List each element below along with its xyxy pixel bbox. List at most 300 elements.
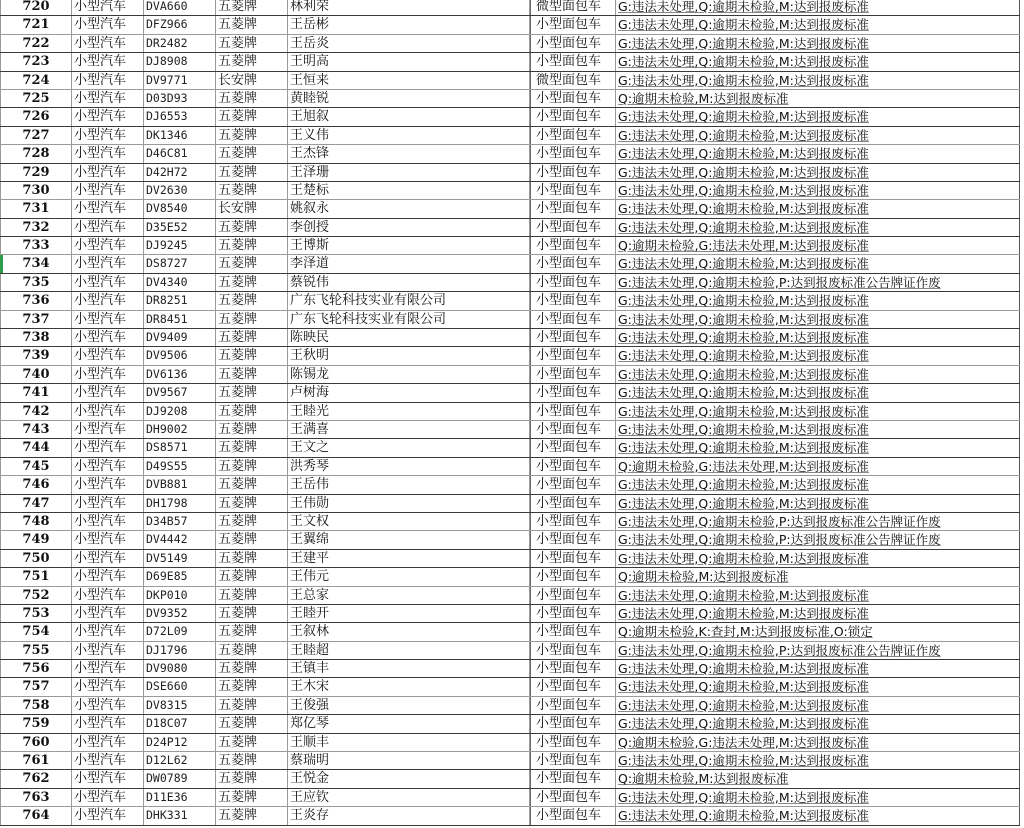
vehicle-type-cell[interactable]: 小型汽车 bbox=[72, 734, 144, 751]
table-row[interactable] bbox=[0, 789, 1020, 807]
brand-cell[interactable]: 五菱牌 bbox=[216, 274, 288, 291]
plate-number-cell[interactable]: DV9409 bbox=[144, 329, 216, 346]
body-type-cell[interactable]: 小型面包车 bbox=[530, 495, 616, 512]
row-number-cell[interactable]: 762 bbox=[0, 770, 72, 787]
row-number-cell[interactable]: 730 bbox=[0, 182, 72, 199]
vehicle-type-cell[interactable]: 小型汽车 bbox=[72, 458, 144, 475]
vehicle-type-cell[interactable]: 小型汽车 bbox=[72, 531, 144, 548]
body-type-cell[interactable]: 小型面包车 bbox=[530, 734, 616, 751]
row-number-cell[interactable]: 731 bbox=[0, 200, 72, 217]
status-cell[interactable] bbox=[616, 715, 1020, 732]
owner-cell[interactable]: 广东飞轮科技实业有限公司 bbox=[288, 311, 530, 328]
row-number-cell[interactable]: 742 bbox=[0, 403, 72, 420]
brand-cell[interactable]: 五菱牌 bbox=[216, 311, 288, 328]
table-row[interactable] bbox=[0, 145, 1020, 163]
owner-cell[interactable]: 王旭叙 bbox=[288, 108, 530, 125]
row-number-cell[interactable]: 738 bbox=[0, 329, 72, 346]
vehicle-type-cell[interactable]: 小型汽车 bbox=[72, 476, 144, 493]
owner-cell[interactable]: 王叙林 bbox=[288, 623, 530, 640]
owner-cell[interactable]: 黄睦锐 bbox=[288, 90, 530, 107]
plate-number-cell[interactable]: D03D93 bbox=[144, 90, 216, 107]
row-number-cell[interactable]: 728 bbox=[0, 145, 72, 162]
owner-cell[interactable]: 王博斯 bbox=[288, 237, 530, 254]
owner-cell[interactable]: 蔡锐伟 bbox=[288, 274, 530, 291]
plate-number-cell[interactable]: DKP010 bbox=[144, 587, 216, 604]
brand-cell[interactable]: 五菱牌 bbox=[216, 678, 288, 695]
plate-number-cell[interactable]: DV9771 bbox=[144, 72, 216, 89]
vehicle-type-cell[interactable]: 小型汽车 bbox=[72, 164, 144, 181]
body-type-cell[interactable]: 小型面包车 bbox=[530, 311, 616, 328]
row-number-cell[interactable]: 725 bbox=[0, 90, 72, 107]
brand-cell[interactable]: 五菱牌 bbox=[216, 807, 288, 824]
brand-cell[interactable]: 五菱牌 bbox=[216, 237, 288, 254]
table-row[interactable] bbox=[0, 568, 1020, 586]
body-type-cell[interactable]: 小型面包车 bbox=[530, 200, 616, 217]
brand-cell[interactable]: 五菱牌 bbox=[216, 403, 288, 420]
brand-cell[interactable]: 五菱牌 bbox=[216, 127, 288, 144]
owner-cell[interactable]: 李创授 bbox=[288, 219, 530, 236]
vehicle-type-cell[interactable]: 小型汽车 bbox=[72, 807, 144, 824]
table-row[interactable] bbox=[0, 734, 1020, 752]
brand-cell[interactable]: 五菱牌 bbox=[216, 476, 288, 493]
status-cell[interactable] bbox=[616, 568, 1020, 585]
brand-cell[interactable]: 长安牌 bbox=[216, 72, 288, 89]
row-number-cell[interactable]: 753 bbox=[0, 605, 72, 622]
row-number-cell[interactable]: 722 bbox=[0, 35, 72, 52]
body-type-cell[interactable]: 小型面包车 bbox=[530, 108, 616, 125]
owner-cell[interactable]: 王楚标 bbox=[288, 182, 530, 199]
owner-cell[interactable]: 王翼绵 bbox=[288, 531, 530, 548]
brand-cell[interactable]: 五菱牌 bbox=[216, 734, 288, 751]
owner-cell[interactable]: 王满喜 bbox=[288, 421, 530, 438]
table-row[interactable] bbox=[0, 72, 1020, 90]
brand-cell[interactable]: 五菱牌 bbox=[216, 660, 288, 677]
brand-cell[interactable]: 五菱牌 bbox=[216, 623, 288, 640]
vehicle-type-cell[interactable]: 小型汽车 bbox=[72, 421, 144, 438]
vehicle-type-cell[interactable]: 小型汽车 bbox=[72, 550, 144, 567]
row-number-cell[interactable]: 752 bbox=[0, 587, 72, 604]
vehicle-type-cell[interactable]: 小型汽车 bbox=[72, 642, 144, 659]
row-number-cell[interactable]: 727 bbox=[0, 127, 72, 144]
status-cell[interactable] bbox=[616, 145, 1020, 162]
plate-number-cell[interactable]: DV5149 bbox=[144, 550, 216, 567]
plate-number-cell[interactable]: DFZ966 bbox=[144, 16, 216, 33]
body-type-cell[interactable]: 小型面包车 bbox=[530, 770, 616, 787]
table-row[interactable] bbox=[0, 642, 1020, 660]
plate-number-cell[interactable]: DV8540 bbox=[144, 200, 216, 217]
table-row[interactable] bbox=[0, 108, 1020, 126]
row-number-cell[interactable]: 740 bbox=[0, 366, 72, 383]
status-cell[interactable] bbox=[616, 789, 1020, 806]
body-type-cell[interactable]: 小型面包车 bbox=[530, 807, 616, 824]
plate-number-cell[interactable]: DV9567 bbox=[144, 384, 216, 401]
brand-cell[interactable]: 五菱牌 bbox=[216, 90, 288, 107]
vehicle-type-cell[interactable]: 小型汽车 bbox=[72, 789, 144, 806]
plate-number-cell[interactable]: D42H72 bbox=[144, 164, 216, 181]
status-cell[interactable] bbox=[616, 329, 1020, 346]
brand-cell[interactable]: 五菱牌 bbox=[216, 587, 288, 604]
body-type-cell[interactable]: 小型面包车 bbox=[530, 164, 616, 181]
plate-number-cell[interactable]: D49S55 bbox=[144, 458, 216, 475]
vehicle-type-cell[interactable]: 小型汽车 bbox=[72, 72, 144, 89]
body-type-cell[interactable]: 小型面包车 bbox=[530, 789, 616, 806]
vehicle-type-cell[interactable]: 小型汽车 bbox=[72, 587, 144, 604]
vehicle-type-cell[interactable]: 小型汽车 bbox=[72, 770, 144, 787]
body-type-cell[interactable]: 小型面包车 bbox=[530, 605, 616, 622]
plate-number-cell[interactable]: D69E85 bbox=[144, 568, 216, 585]
table-row[interactable] bbox=[0, 16, 1020, 34]
owner-cell[interactable]: 王文之 bbox=[288, 439, 530, 456]
brand-cell[interactable]: 五菱牌 bbox=[216, 605, 288, 622]
vehicle-type-cell[interactable]: 小型汽车 bbox=[72, 513, 144, 530]
body-type-cell[interactable]: 小型面包车 bbox=[530, 219, 616, 236]
row-number-cell[interactable]: 763 bbox=[0, 789, 72, 806]
table-row[interactable] bbox=[0, 384, 1020, 402]
owner-cell[interactable]: 王杰锋 bbox=[288, 145, 530, 162]
plate-number-cell[interactable]: DH1798 bbox=[144, 495, 216, 512]
body-type-cell[interactable]: 小型面包车 bbox=[530, 16, 616, 33]
body-type-cell[interactable]: 小型面包车 bbox=[530, 292, 616, 309]
owner-cell[interactable]: 王应钦 bbox=[288, 789, 530, 806]
brand-cell[interactable]: 五菱牌 bbox=[216, 108, 288, 125]
brand-cell[interactable]: 五菱牌 bbox=[216, 53, 288, 70]
table-row[interactable] bbox=[0, 605, 1020, 623]
row-number-cell[interactable]: 739 bbox=[0, 347, 72, 364]
status-cell[interactable] bbox=[616, 807, 1020, 824]
table-row[interactable] bbox=[0, 347, 1020, 365]
plate-number-cell[interactable]: DV6136 bbox=[144, 366, 216, 383]
vehicle-type-cell[interactable]: 小型汽车 bbox=[72, 274, 144, 291]
plate-number-cell[interactable]: D18C07 bbox=[144, 715, 216, 732]
plate-number-cell[interactable]: DV9506 bbox=[144, 347, 216, 364]
plate-number-cell[interactable]: D24P12 bbox=[144, 734, 216, 751]
brand-cell[interactable]: 五菱牌 bbox=[216, 770, 288, 787]
plate-number-cell[interactable]: D12L62 bbox=[144, 752, 216, 769]
status-cell[interactable] bbox=[616, 274, 1020, 291]
body-type-cell[interactable]: 微型面包车 bbox=[530, 0, 616, 15]
status-cell[interactable] bbox=[616, 458, 1020, 475]
table-row[interactable] bbox=[0, 476, 1020, 494]
owner-cell[interactable]: 王俊强 bbox=[288, 697, 530, 714]
plate-number-cell[interactable]: DR8251 bbox=[144, 292, 216, 309]
vehicle-type-cell[interactable]: 小型汽车 bbox=[72, 311, 144, 328]
plate-number-cell[interactable]: DV9352 bbox=[144, 605, 216, 622]
table-row[interactable] bbox=[0, 219, 1020, 237]
plate-number-cell[interactable]: DV8315 bbox=[144, 697, 216, 714]
plate-number-cell[interactable]: D34B57 bbox=[144, 513, 216, 530]
body-type-cell[interactable]: 小型面包车 bbox=[530, 127, 616, 144]
status-cell[interactable] bbox=[616, 200, 1020, 217]
brand-cell[interactable]: 五菱牌 bbox=[216, 513, 288, 530]
table-row[interactable] bbox=[0, 439, 1020, 457]
table-row[interactable] bbox=[0, 550, 1020, 568]
owner-cell[interactable]: 卢树海 bbox=[288, 384, 530, 401]
row-number-cell[interactable]: 726 bbox=[0, 108, 72, 125]
table-row[interactable] bbox=[0, 274, 1020, 292]
brand-cell[interactable]: 五菱牌 bbox=[216, 550, 288, 567]
table-row[interactable] bbox=[0, 237, 1020, 255]
status-cell[interactable] bbox=[616, 439, 1020, 456]
owner-cell[interactable]: 陈映民 bbox=[288, 329, 530, 346]
row-number-cell[interactable]: 757 bbox=[0, 678, 72, 695]
plate-number-cell[interactable]: DV2630 bbox=[144, 182, 216, 199]
owner-cell[interactable]: 王木宋 bbox=[288, 678, 530, 695]
status-cell[interactable] bbox=[616, 697, 1020, 714]
row-number-cell[interactable]: 720 bbox=[0, 0, 72, 15]
vehicle-type-cell[interactable]: 小型汽车 bbox=[72, 200, 144, 217]
status-cell[interactable] bbox=[616, 127, 1020, 144]
vehicle-type-cell[interactable]: 小型汽车 bbox=[72, 219, 144, 236]
row-number-cell[interactable]: 750 bbox=[0, 550, 72, 567]
table-row[interactable] bbox=[0, 90, 1020, 108]
vehicle-type-cell[interactable]: 小型汽车 bbox=[72, 697, 144, 714]
brand-cell[interactable]: 五菱牌 bbox=[216, 531, 288, 548]
plate-number-cell[interactable]: DSE660 bbox=[144, 678, 216, 695]
brand-cell[interactable]: 五菱牌 bbox=[216, 752, 288, 769]
body-type-cell[interactable]: 小型面包车 bbox=[530, 384, 616, 401]
table-row[interactable] bbox=[0, 697, 1020, 715]
body-type-cell[interactable]: 小型面包车 bbox=[530, 366, 616, 383]
table-row[interactable] bbox=[0, 752, 1020, 770]
body-type-cell[interactable]: 小型面包车 bbox=[530, 35, 616, 52]
row-number-cell[interactable]: 721 bbox=[0, 16, 72, 33]
table-row[interactable] bbox=[0, 53, 1020, 71]
vehicle-type-cell[interactable]: 小型汽车 bbox=[72, 16, 144, 33]
body-type-cell[interactable]: 小型面包车 bbox=[530, 587, 616, 604]
owner-cell[interactable]: 王睦超 bbox=[288, 642, 530, 659]
vehicle-type-cell[interactable]: 小型汽车 bbox=[72, 403, 144, 420]
body-type-cell[interactable]: 小型面包车 bbox=[530, 53, 616, 70]
status-cell[interactable] bbox=[616, 311, 1020, 328]
status-cell[interactable] bbox=[616, 734, 1020, 751]
body-type-cell[interactable]: 小型面包车 bbox=[530, 145, 616, 162]
owner-cell[interactable]: 王伟元 bbox=[288, 568, 530, 585]
row-number-cell[interactable]: 758 bbox=[0, 697, 72, 714]
vehicle-type-cell[interactable]: 小型汽车 bbox=[72, 108, 144, 125]
status-cell[interactable] bbox=[616, 90, 1020, 107]
owner-cell[interactable]: 林利荣 bbox=[288, 0, 530, 15]
row-number-cell[interactable]: 724 bbox=[0, 72, 72, 89]
status-cell[interactable] bbox=[616, 513, 1020, 530]
table-row[interactable] bbox=[0, 587, 1020, 605]
status-cell[interactable] bbox=[616, 53, 1020, 70]
status-cell[interactable] bbox=[616, 237, 1020, 254]
vehicle-type-cell[interactable]: 小型汽车 bbox=[72, 715, 144, 732]
vehicle-type-cell[interactable]: 小型汽车 bbox=[72, 495, 144, 512]
plate-number-cell[interactable]: DVB881 bbox=[144, 476, 216, 493]
brand-cell[interactable]: 五菱牌 bbox=[216, 255, 288, 272]
row-number-cell[interactable]: 747 bbox=[0, 495, 72, 512]
table-row[interactable] bbox=[0, 660, 1020, 678]
row-number-cell[interactable]: 745 bbox=[0, 458, 72, 475]
vehicle-type-cell[interactable]: 小型汽车 bbox=[72, 0, 144, 15]
body-type-cell[interactable]: 小型面包车 bbox=[530, 531, 616, 548]
vehicle-type-cell[interactable]: 小型汽车 bbox=[72, 90, 144, 107]
brand-cell[interactable]: 五菱牌 bbox=[216, 715, 288, 732]
owner-cell[interactable]: 王睦光 bbox=[288, 403, 530, 420]
vehicle-type-cell[interactable]: 小型汽车 bbox=[72, 678, 144, 695]
status-cell[interactable] bbox=[616, 495, 1020, 512]
brand-cell[interactable]: 五菱牌 bbox=[216, 697, 288, 714]
status-cell[interactable] bbox=[616, 550, 1020, 567]
body-type-cell[interactable]: 小型面包车 bbox=[530, 715, 616, 732]
status-cell[interactable] bbox=[616, 72, 1020, 89]
owner-cell[interactable]: 王炎存 bbox=[288, 807, 530, 824]
table-row[interactable] bbox=[0, 200, 1020, 218]
brand-cell[interactable]: 五菱牌 bbox=[216, 292, 288, 309]
table-row[interactable] bbox=[0, 458, 1020, 476]
status-cell[interactable] bbox=[616, 35, 1020, 52]
plate-number-cell[interactable]: DS8571 bbox=[144, 439, 216, 456]
status-cell[interactable] bbox=[616, 642, 1020, 659]
vehicle-type-cell[interactable]: 小型汽车 bbox=[72, 292, 144, 309]
table-row[interactable] bbox=[0, 715, 1020, 733]
body-type-cell[interactable]: 小型面包车 bbox=[530, 513, 616, 530]
brand-cell[interactable]: 五菱牌 bbox=[216, 384, 288, 401]
table-row[interactable] bbox=[0, 164, 1020, 182]
status-cell[interactable] bbox=[616, 108, 1020, 125]
row-number-cell[interactable]: 737 bbox=[0, 311, 72, 328]
body-type-cell[interactable]: 小型面包车 bbox=[530, 255, 616, 272]
table-row[interactable] bbox=[0, 421, 1020, 439]
body-type-cell[interactable]: 小型面包车 bbox=[530, 697, 616, 714]
status-cell[interactable] bbox=[616, 476, 1020, 493]
row-number-cell[interactable]: 761 bbox=[0, 752, 72, 769]
owner-cell[interactable]: 王睦开 bbox=[288, 605, 530, 622]
row-number-cell[interactable]: 734 bbox=[0, 255, 72, 272]
body-type-cell[interactable]: 小型面包车 bbox=[530, 678, 616, 695]
status-cell[interactable] bbox=[616, 752, 1020, 769]
status-cell[interactable] bbox=[616, 0, 1020, 15]
owner-cell[interactable]: 王义伟 bbox=[288, 127, 530, 144]
plate-number-cell[interactable]: D11E36 bbox=[144, 789, 216, 806]
brand-cell[interactable]: 五菱牌 bbox=[216, 219, 288, 236]
row-number-cell[interactable]: 760 bbox=[0, 734, 72, 751]
plate-number-cell[interactable]: DK1346 bbox=[144, 127, 216, 144]
body-type-cell[interactable]: 小型面包车 bbox=[530, 458, 616, 475]
body-type-cell[interactable]: 小型面包车 bbox=[530, 550, 616, 567]
owner-cell[interactable]: 王泽珊 bbox=[288, 164, 530, 181]
plate-number-cell[interactable]: DJ8908 bbox=[144, 53, 216, 70]
body-type-cell[interactable]: 小型面包车 bbox=[530, 347, 616, 364]
row-number-cell[interactable]: 759 bbox=[0, 715, 72, 732]
row-number-cell[interactable]: 729 bbox=[0, 164, 72, 181]
owner-cell[interactable]: 王顺丰 bbox=[288, 734, 530, 751]
body-type-cell[interactable]: 小型面包车 bbox=[530, 329, 616, 346]
brand-cell[interactable]: 五菱牌 bbox=[216, 329, 288, 346]
brand-cell[interactable]: 五菱牌 bbox=[216, 145, 288, 162]
body-type-cell[interactable]: 小型面包车 bbox=[530, 568, 616, 585]
table-row[interactable] bbox=[0, 0, 1020, 16]
status-cell[interactable] bbox=[616, 164, 1020, 181]
table-row[interactable] bbox=[0, 531, 1020, 549]
vehicle-type-cell[interactable]: 小型汽车 bbox=[72, 127, 144, 144]
table-row[interactable] bbox=[0, 127, 1020, 145]
vehicle-type-cell[interactable]: 小型汽车 bbox=[72, 53, 144, 70]
brand-cell[interactable]: 五菱牌 bbox=[216, 182, 288, 199]
table-row[interactable] bbox=[0, 678, 1020, 696]
body-type-cell[interactable]: 小型面包车 bbox=[530, 752, 616, 769]
owner-cell[interactable]: 王总家 bbox=[288, 587, 530, 604]
plate-number-cell[interactable]: D35E52 bbox=[144, 219, 216, 236]
status-cell[interactable] bbox=[616, 16, 1020, 33]
plate-number-cell[interactable]: DV9080 bbox=[144, 660, 216, 677]
status-cell[interactable] bbox=[616, 366, 1020, 383]
brand-cell[interactable]: 五菱牌 bbox=[216, 568, 288, 585]
body-type-cell[interactable]: 小型面包车 bbox=[530, 421, 616, 438]
table-row[interactable] bbox=[0, 329, 1020, 347]
row-number-cell[interactable]: 754 bbox=[0, 623, 72, 640]
body-type-cell[interactable]: 小型面包车 bbox=[530, 476, 616, 493]
vehicle-type-cell[interactable]: 小型汽车 bbox=[72, 35, 144, 52]
brand-cell[interactable]: 长安牌 bbox=[216, 200, 288, 217]
table-row[interactable] bbox=[0, 770, 1020, 788]
status-cell[interactable] bbox=[616, 182, 1020, 199]
vehicle-type-cell[interactable]: 小型汽车 bbox=[72, 255, 144, 272]
table-row[interactable] bbox=[0, 623, 1020, 641]
vehicle-type-cell[interactable]: 小型汽车 bbox=[72, 366, 144, 383]
owner-cell[interactable]: 李泽道 bbox=[288, 255, 530, 272]
owner-cell[interactable]: 姚叙永 bbox=[288, 200, 530, 217]
plate-number-cell[interactable]: D72L09 bbox=[144, 623, 216, 640]
table-row[interactable] bbox=[0, 366, 1020, 384]
plate-number-cell[interactable]: DH9002 bbox=[144, 421, 216, 438]
plate-number-cell[interactable]: DJ9208 bbox=[144, 403, 216, 420]
status-cell[interactable] bbox=[616, 403, 1020, 420]
owner-cell[interactable]: 陈锡龙 bbox=[288, 366, 530, 383]
row-number-cell[interactable]: 764 bbox=[0, 807, 72, 824]
plate-number-cell[interactable]: DV4340 bbox=[144, 274, 216, 291]
plate-number-cell[interactable]: D46C81 bbox=[144, 145, 216, 162]
brand-cell[interactable]: 五菱牌 bbox=[216, 439, 288, 456]
status-cell[interactable] bbox=[616, 587, 1020, 604]
brand-cell[interactable]: 五菱牌 bbox=[216, 458, 288, 475]
owner-cell[interactable]: 王岳彬 bbox=[288, 16, 530, 33]
plate-number-cell[interactable]: DR8451 bbox=[144, 311, 216, 328]
status-cell[interactable] bbox=[616, 347, 1020, 364]
owner-cell[interactable]: 广东飞轮科技实业有限公司 bbox=[288, 292, 530, 309]
plate-number-cell[interactable]: DJ1796 bbox=[144, 642, 216, 659]
table-row[interactable] bbox=[0, 182, 1020, 200]
brand-cell[interactable]: 五菱牌 bbox=[216, 495, 288, 512]
body-type-cell[interactable]: 小型面包车 bbox=[530, 642, 616, 659]
plate-number-cell[interactable]: DV4442 bbox=[144, 531, 216, 548]
table-row[interactable] bbox=[0, 35, 1020, 53]
body-type-cell[interactable]: 小型面包车 bbox=[530, 182, 616, 199]
owner-cell[interactable]: 王恒来 bbox=[288, 72, 530, 89]
vehicle-type-cell[interactable]: 小型汽车 bbox=[72, 384, 144, 401]
vehicle-type-cell[interactable]: 小型汽车 bbox=[72, 568, 144, 585]
vehicle-type-cell[interactable]: 小型汽车 bbox=[72, 329, 144, 346]
body-type-cell[interactable]: 微型面包车 bbox=[530, 72, 616, 89]
body-type-cell[interactable]: 小型面包车 bbox=[530, 274, 616, 291]
vehicle-type-cell[interactable]: 小型汽车 bbox=[72, 237, 144, 254]
table-row[interactable] bbox=[0, 311, 1020, 329]
row-number-cell[interactable]: 743 bbox=[0, 421, 72, 438]
row-number-cell[interactable]: 756 bbox=[0, 660, 72, 677]
status-cell[interactable] bbox=[616, 678, 1020, 695]
status-cell[interactable] bbox=[616, 219, 1020, 236]
body-type-cell[interactable]: 小型面包车 bbox=[530, 403, 616, 420]
row-number-cell[interactable]: 735 bbox=[0, 274, 72, 291]
brand-cell[interactable]: 五菱牌 bbox=[216, 35, 288, 52]
vehicle-type-cell[interactable]: 小型汽车 bbox=[72, 182, 144, 199]
owner-cell[interactable]: 蔡瑞明 bbox=[288, 752, 530, 769]
row-number-cell[interactable]: 733 bbox=[0, 237, 72, 254]
body-type-cell[interactable]: 小型面包车 bbox=[530, 660, 616, 677]
status-cell[interactable] bbox=[616, 255, 1020, 272]
table-row[interactable] bbox=[0, 403, 1020, 421]
